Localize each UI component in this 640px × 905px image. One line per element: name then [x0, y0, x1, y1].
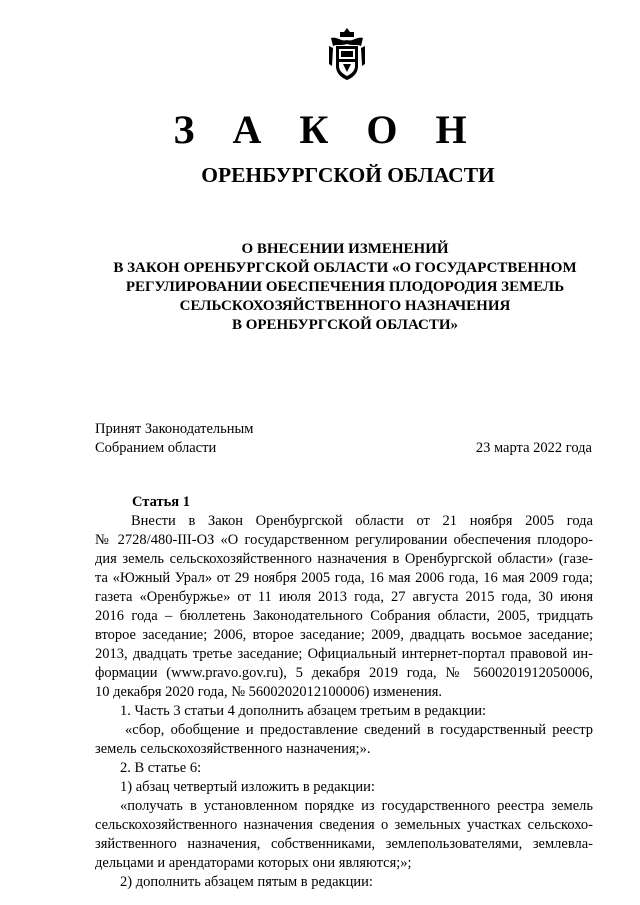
- article-line: зяйственного назначения, собственниками, землепользователями, землевла-: [95, 836, 593, 852]
- heading-line: В ОРЕНБУРГСКОЙ ОБЛАСТИ»: [231, 317, 459, 333]
- article-line: газета «Оренбуржье» от 11 июля 2013 года, 27 августа 2015 года, 30 июня: [95, 589, 593, 605]
- article-line: 1) абзац четвертый изложить в редакции:: [120, 779, 375, 795]
- heading-line: О ВНЕСЕНИИ ИЗМЕНЕНИЙ: [241, 241, 449, 257]
- article-line: формации (www.pravo.gov.ru), 5 декабря 2019 года, № 5600201912050006,: [95, 665, 593, 681]
- article-line: сельскохозяйственного назначения сведения о земельных участках сельскохо-: [95, 817, 593, 833]
- coat-of-arms-icon: [327, 26, 367, 82]
- heading-line: РЕГУЛИРОВАНИИ ОБЕСПЕЧЕНИЯ ПЛОДОРОДИЯ ЗЕМЕЛЬ: [125, 279, 565, 295]
- article-line: 2016 года – бюллетень Законодательного Собрания области, 2005, тридцать: [95, 608, 593, 624]
- article-body: [95, 512, 593, 892]
- law-heading: [100, 240, 590, 335]
- adoption-line: Собранием области: [95, 440, 217, 456]
- article-line: второе заседание; 2006, второе заседание; 2009, двадцать восьмое заседание;: [95, 627, 593, 643]
- law-title: З А К О Н: [173, 107, 481, 152]
- article-line: земель сельскохозяйственного назначения;».: [95, 741, 371, 757]
- article-line: та «Южный Урал» от 29 ноября 2005 года, 16 мая 2006 года, 16 мая 2009 года;: [95, 570, 593, 586]
- article-line: 10 декабря 2020 года, № 5600202012100006) изменения.: [95, 684, 443, 700]
- article-title: Статья 1: [132, 494, 190, 510]
- heading-line: В ЗАКОН ОРЕНБУРГСКОЙ ОБЛАСТИ «О ГОСУДАРСТВЕННОМ: [113, 260, 577, 276]
- article-line: Внести в Закон Оренбургской области от 21 ноября 2005 года: [131, 513, 593, 529]
- article-line: 1. Часть 3 статьи 4 дополнить абзацем третьим в редакции:: [120, 703, 487, 719]
- article-line: 2. В статье 6:: [120, 760, 202, 776]
- adoption-line: Принят Законодательным: [95, 421, 254, 437]
- article-line: 2013, двадцать третье заседание; Официальный интернет-портал правовой ин-: [95, 646, 593, 662]
- heading-line: СЕЛЬСКОХОЗЯЙСТВЕННОГО НАЗНАЧЕНИЯ: [179, 298, 511, 314]
- article-line: № 2728/480-III-ОЗ «О государственном регулировании обеспечения плодоро-: [95, 532, 593, 548]
- article-line: «получать в установленном порядке из государственного реестра земель: [120, 798, 593, 814]
- article-line: «сбор, обобщение и предоставление сведений в государственный реестр: [125, 722, 593, 738]
- adoption-date: 23 марта 2022 года: [475, 440, 592, 456]
- article-line: 2) дополнить абзацем пятым в редакции:: [120, 874, 373, 890]
- article-line: дельцами и арендаторами которых они являются;»;: [95, 855, 412, 871]
- law-region: ОРЕНБУРГСКОЙ ОБЛАСТИ: [201, 163, 495, 187]
- adoption-info: [95, 420, 253, 458]
- article-line: дия земель сельскохозяйственного назначения в Оренбургской области» (газе-: [95, 551, 593, 567]
